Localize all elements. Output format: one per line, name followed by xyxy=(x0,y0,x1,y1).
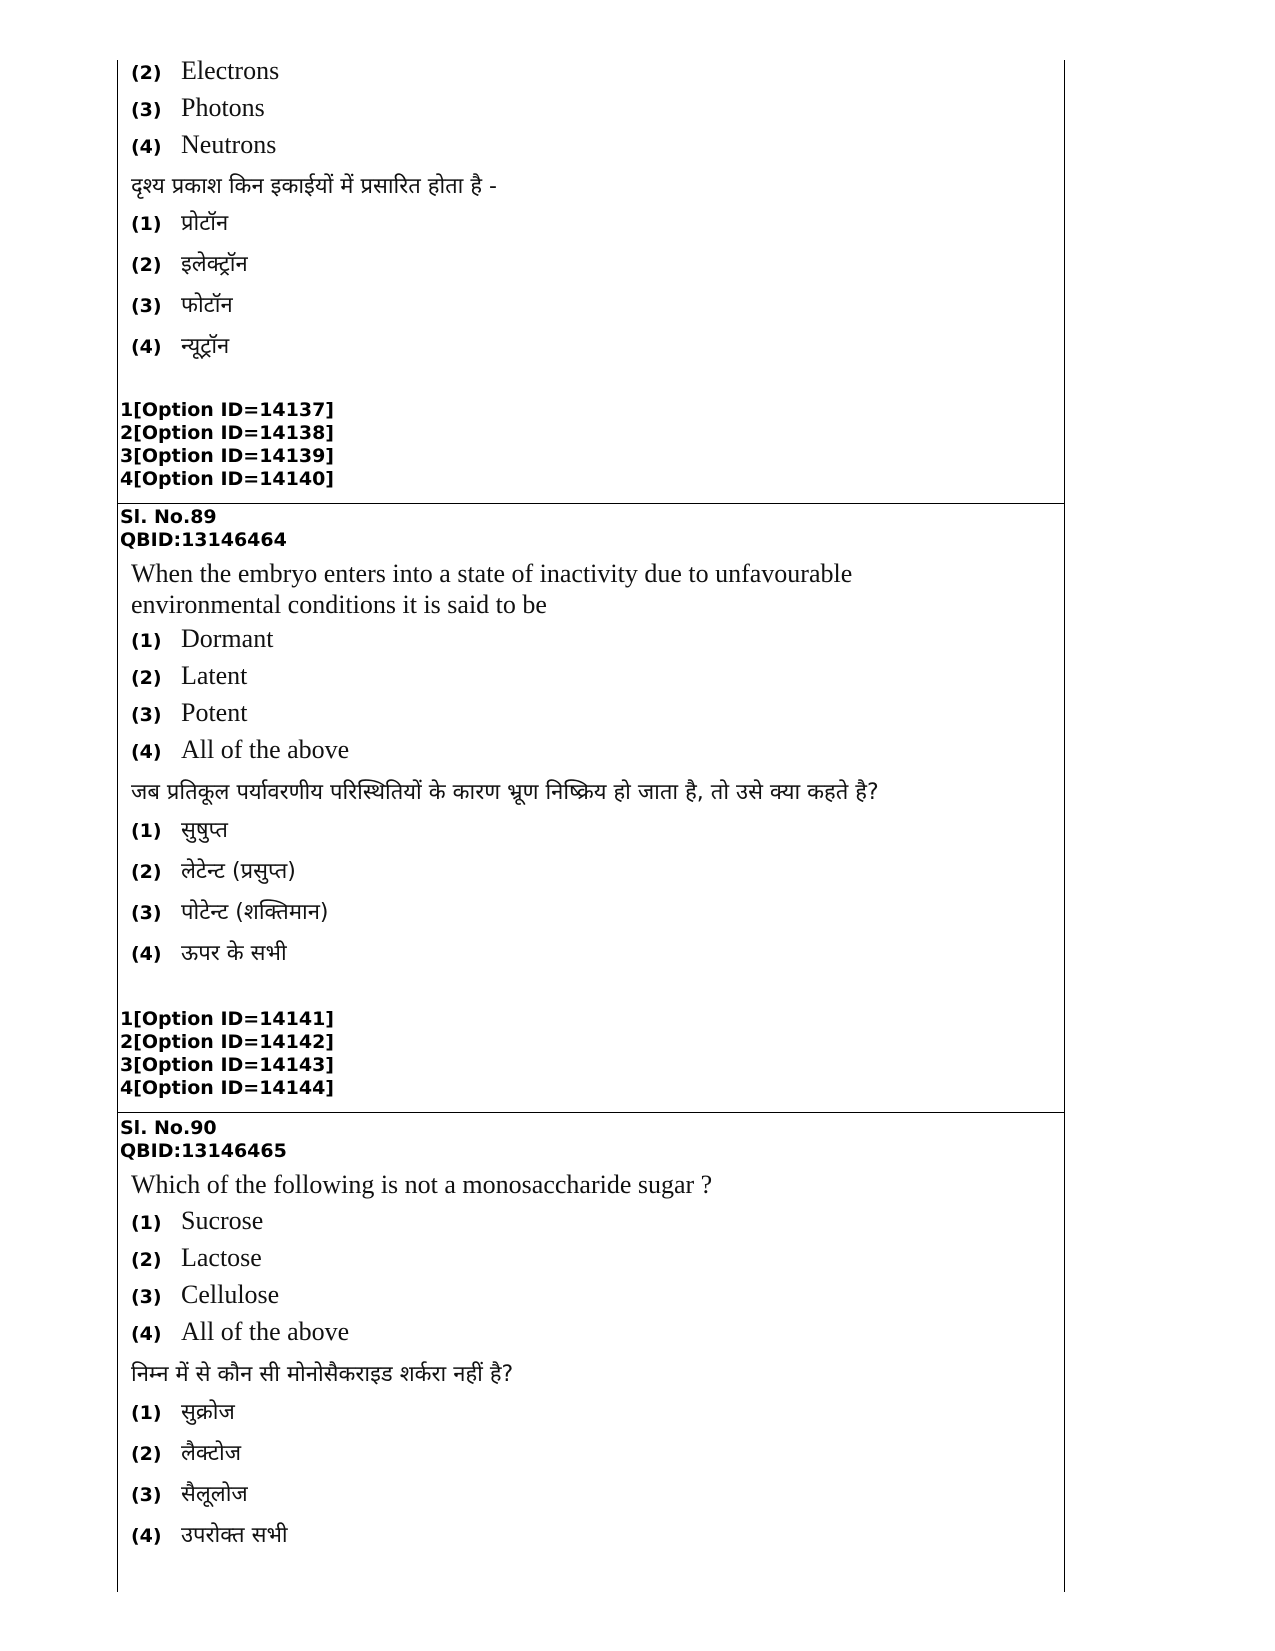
option-en-3 xyxy=(124,93,1054,130)
qbid: QBID:13146465 xyxy=(120,1140,287,1162)
option-en-2 xyxy=(124,56,1054,93)
option-number: (2) xyxy=(131,62,162,84)
option-en-1 xyxy=(124,1206,1054,1243)
option-hi-2 xyxy=(124,855,1054,896)
option-hi-3 xyxy=(124,896,1054,937)
option-id-list xyxy=(120,399,334,491)
option-id: 3[Option ID=14143] xyxy=(120,1054,334,1076)
option-hi-3 xyxy=(124,1478,1054,1519)
option-hi-1 xyxy=(124,1396,1054,1437)
option-number: (4) xyxy=(131,741,162,763)
option-number: (3) xyxy=(131,99,162,121)
option-text: न्यूट्रॉन xyxy=(181,334,230,359)
option-number: (2) xyxy=(131,667,162,689)
option-id: 4[Option ID=14144] xyxy=(120,1077,334,1099)
option-number: (3) xyxy=(131,1286,162,1308)
question-89-meta xyxy=(120,506,287,552)
option-number: (4) xyxy=(131,136,162,158)
option-text: Potent xyxy=(181,698,248,727)
option-text: Cellulose xyxy=(181,1280,280,1309)
option-hi-2 xyxy=(124,1437,1054,1478)
option-id: 2[Option ID=14142] xyxy=(120,1031,334,1053)
option-text: प्रोटॉन xyxy=(181,211,229,236)
option-id: 3[Option ID=14139] xyxy=(120,445,334,467)
option-en-1 xyxy=(124,624,1054,661)
option-hi-2 xyxy=(124,248,1054,289)
option-en-4 xyxy=(124,1317,1054,1354)
option-number: (2) xyxy=(131,1443,162,1465)
option-id-list xyxy=(120,1008,334,1100)
option-text: Sucrose xyxy=(181,1206,264,1235)
option-text: Neutrons xyxy=(181,130,277,159)
option-number: (2) xyxy=(131,861,162,883)
serial-number: Sl. No.89 xyxy=(120,506,217,528)
table-left-border xyxy=(117,60,118,1592)
question-90-block xyxy=(124,1169,1054,1560)
question-english: Which of the following is not a monosaccharide sugar ? xyxy=(131,1170,713,1199)
question-hindi: दृश्य प्रकाश किन इकाईयों में प्रसारित होता है - xyxy=(131,174,497,199)
question-hindi: जब प्रतिकूल पर्यावरणीय परिस्थितियों के कारण भ्रूण निष्क्रिय हो जाता है, तो उसे क्या कहते है? xyxy=(131,780,879,805)
table-right-border xyxy=(1064,60,1065,1592)
option-id: 1[Option ID=14137] xyxy=(120,399,334,421)
option-text: Dormant xyxy=(181,624,274,653)
option-text: उपरोक्त सभी xyxy=(181,1523,288,1548)
option-hi-1 xyxy=(124,814,1054,855)
option-text: लैक्टोज xyxy=(181,1441,242,1466)
option-text: फोटॉन xyxy=(181,293,233,318)
option-id: 1[Option ID=14141] xyxy=(120,1008,334,1030)
option-text: सुक्रोज xyxy=(181,1400,235,1425)
option-number: (1) xyxy=(131,820,162,842)
option-number: (4) xyxy=(131,943,162,965)
option-hi-4 xyxy=(124,330,1054,371)
option-hi-1 xyxy=(124,207,1054,248)
question-english-line-2: environmental conditions it is said to be xyxy=(131,590,547,619)
option-id: 4[Option ID=14140] xyxy=(120,468,334,490)
option-text: सैलूलोज xyxy=(181,1482,248,1507)
question-90-meta xyxy=(120,1117,287,1163)
option-text: लेटेन्ट (प्रसुप्त) xyxy=(181,859,296,884)
option-number: (2) xyxy=(131,254,162,276)
option-en-4 xyxy=(124,735,1054,772)
option-number: (1) xyxy=(131,630,162,652)
option-text: All of the above xyxy=(181,735,350,764)
row-divider-89-90 xyxy=(117,1112,1065,1113)
option-text: इलेक्ट्रॉन xyxy=(181,252,248,277)
option-en-4 xyxy=(124,130,1054,167)
option-en-2 xyxy=(124,661,1054,698)
option-en-3 xyxy=(124,698,1054,735)
option-en-3 xyxy=(124,1280,1054,1317)
row-divider-88-89 xyxy=(117,503,1065,504)
option-text: Photons xyxy=(181,93,265,122)
option-text: Lactose xyxy=(181,1243,262,1272)
option-text: Electrons xyxy=(181,56,280,85)
option-text: सुषुप्त xyxy=(181,818,228,843)
option-number: (4) xyxy=(131,1525,162,1547)
option-text: Latent xyxy=(181,661,248,690)
question-88-block xyxy=(124,56,1054,371)
option-text: ऊपर के सभी xyxy=(181,941,287,966)
option-number: (3) xyxy=(131,902,162,924)
option-number: (3) xyxy=(131,1484,162,1506)
option-text: All of the above xyxy=(181,1317,350,1346)
option-hi-3 xyxy=(124,289,1054,330)
option-en-2 xyxy=(124,1243,1054,1280)
option-id: 2[Option ID=14138] xyxy=(120,422,334,444)
option-number: (3) xyxy=(131,295,162,317)
option-hi-4 xyxy=(124,1519,1054,1560)
option-number: (2) xyxy=(131,1249,162,1271)
option-number: (1) xyxy=(131,1402,162,1424)
serial-number: Sl. No.90 xyxy=(120,1117,217,1139)
option-number: (1) xyxy=(131,1212,162,1234)
option-number: (1) xyxy=(131,213,162,235)
question-hindi: निम्न में से कौन सी मोनोसैकराइड शर्करा नहीं है? xyxy=(131,1362,514,1387)
qbid: QBID:13146464 xyxy=(120,529,287,551)
question-89-block xyxy=(124,558,1054,978)
option-text: पोटेन्ट (शक्तिमान) xyxy=(181,900,329,925)
option-number: (4) xyxy=(131,1323,162,1345)
option-number: (4) xyxy=(131,336,162,358)
question-english-line-1: When the embryo enters into a state of inactivity due to unfavourable xyxy=(131,559,853,588)
option-hi-4 xyxy=(124,937,1054,978)
option-number: (3) xyxy=(131,704,162,726)
